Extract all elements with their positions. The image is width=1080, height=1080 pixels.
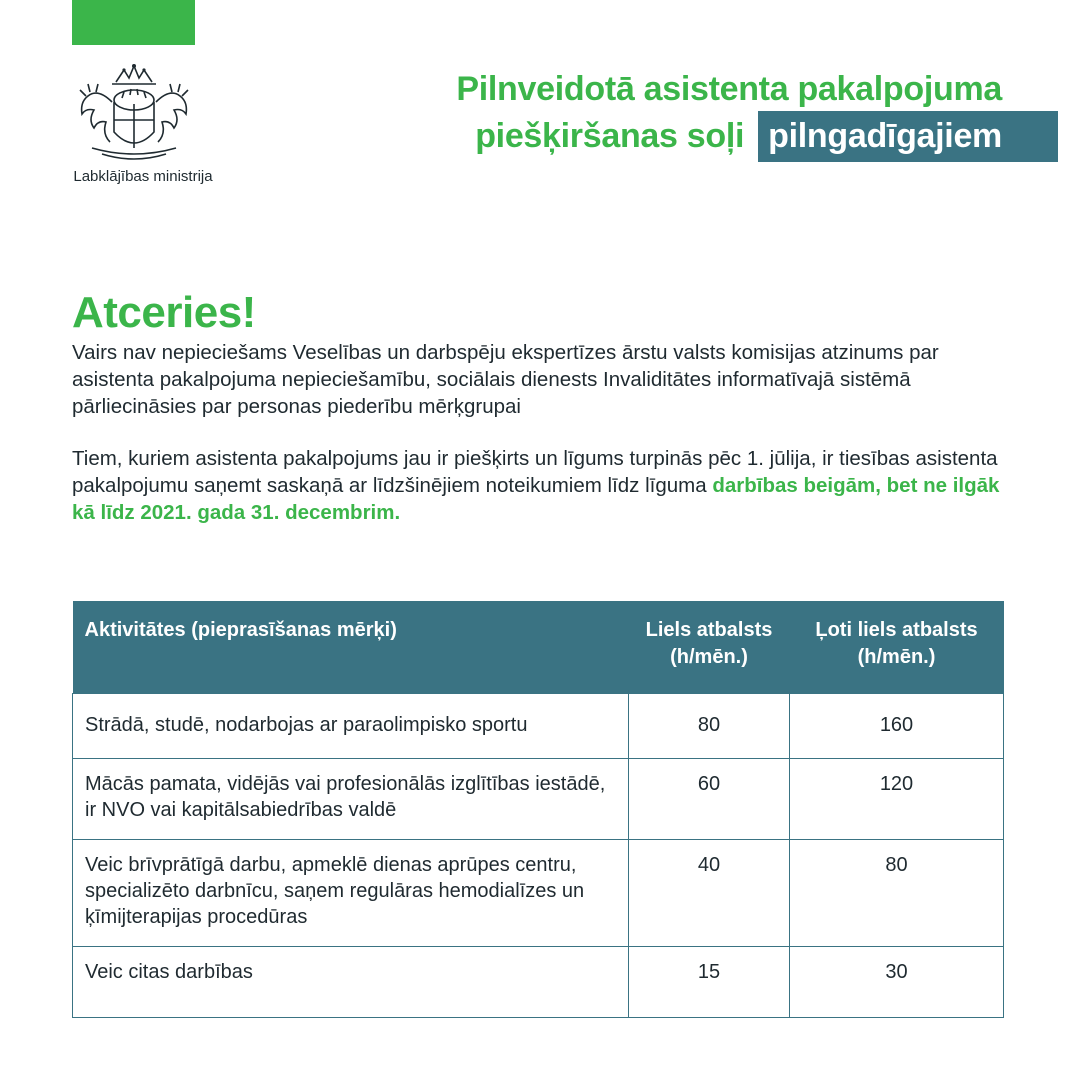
table-row: [73, 694, 1004, 759]
table-cell-very-large-hours: 30: [790, 947, 1004, 1018]
notice-heading: Atceries!: [72, 288, 256, 337]
green-accent-bar: [72, 0, 195, 45]
table-row: [73, 840, 1004, 947]
table-cell-very-large-hours: 120: [790, 759, 1004, 840]
notice-paragraph-2-text: Tiem, kuriem asistenta pakalpojums jau ir piešķirts un līgums turpinās pēc 1. jūlija, ir tiesības asistenta pakalpojumu saņemt saskaņā ar līdzšinējiem noteikumiem līdz līguma: [72, 447, 998, 497]
table-cell-large-hours: 15: [629, 947, 790, 1018]
coat-of-arms-icon: [72, 62, 196, 166]
notice-paragraph-2: [72, 445, 1022, 526]
table-cell-activity: Veic citas darbības: [73, 947, 629, 1018]
notice-paragraph-2-highlight: darbības beigām, bet ne ilgāk kā līdz 2021. gada 31. decembrim.: [72, 474, 1000, 524]
page-title-line2: [475, 111, 1058, 162]
table-header-very-large-support: Ļoti liels atbalsts (h/mēn.): [790, 601, 1004, 694]
ministry-name: Labklājības ministrija: [73, 168, 213, 185]
table-cell-activity: Strādā, studē, nodarbojas ar paraolimpisko sportu: [73, 694, 629, 759]
page-title-line2-text: piešķiršanas soļi: [475, 117, 745, 155]
table-cell-activity: Mācās pamata, vidējās vai profesionālās izglītības iestādē, ir NVO vai kapitālsabiedrības valdē: [73, 759, 629, 840]
table-row: [73, 759, 1004, 840]
table-cell-large-hours: 40: [629, 840, 790, 947]
page-title-highlight: pilngadīgajiem: [758, 111, 1058, 162]
table-cell-activity: Veic brīvprātīgā darbu, apmeklē dienas aprūpes centru, specializēto darbnīcu, saņem regulāras hemodialīzes un ķīmijterapijas procedūras: [73, 840, 629, 947]
table-row: [73, 947, 1004, 1018]
table-header-row: [73, 601, 1004, 694]
table-cell-very-large-hours: 80: [790, 840, 1004, 947]
table-header-large-support: Liels atbalsts (h/mēn.): [629, 601, 790, 694]
table-cell-very-large-hours: 160: [790, 694, 1004, 759]
notice-paragraph-1: Vairs nav nepieciešams Veselības un darbspēju ekspertīzes ārstu valsts komisijas atzinums par asistenta pakalpojuma nepieciešamību, sociālais dienests Invaliditātes informatīvajā sistēmā pārliecināsies par personas piederību mērķgrupai: [72, 341, 939, 418]
support-hours-table: [72, 601, 1004, 1018]
table-cell-large-hours: 80: [629, 694, 790, 759]
table-header-activities: Aktivitātes (pieprasīšanas mērķi): [73, 601, 629, 694]
table-cell-large-hours: 60: [629, 759, 790, 840]
page-title-line1: Pilnveidotā asistenta pakalpojuma: [456, 70, 1002, 108]
